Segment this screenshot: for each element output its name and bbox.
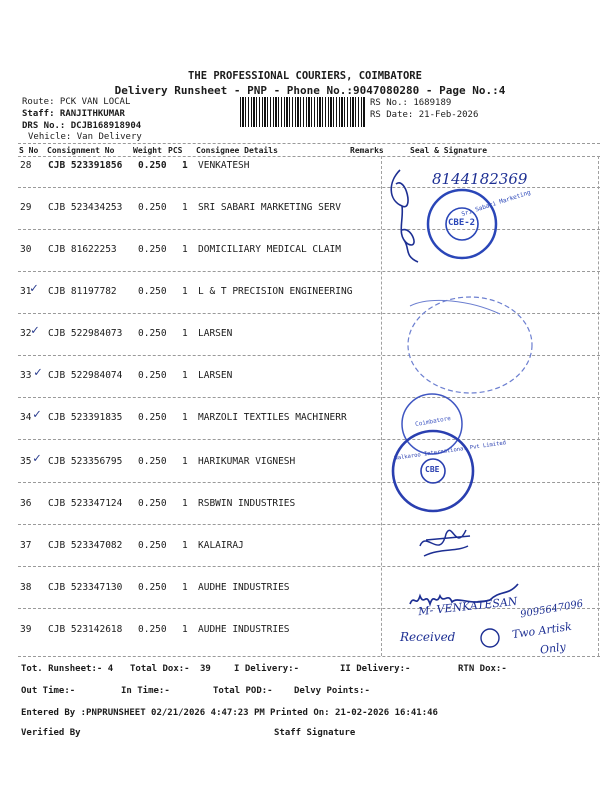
handwritten-received: Received <box>400 630 456 644</box>
row-36-sno: 36 <box>20 498 32 509</box>
row-36-consignee: RSBWIN INDUSTRIES <box>198 498 296 509</box>
total-pod: Total POD:- <box>213 686 273 696</box>
row-38-consignment: CJB 523347130 <box>48 582 123 593</box>
rs-number: RS No.: 1689189 <box>370 98 452 108</box>
row-31-consignee: L & T PRECISION ENGINEERING <box>198 286 353 297</box>
row-28-consignee: VENKATESH <box>198 160 250 171</box>
handwritten-note: Two Artisk <box>511 619 573 642</box>
row-30-consignee: DOMICILIARY MEDICAL CLAIM <box>198 244 341 255</box>
col-weight: Weight <box>133 146 162 155</box>
row-34-weight: 0.250 <box>138 412 167 423</box>
row-39-weight: 0.250 <box>138 624 167 635</box>
out-time: Out Time:- <box>21 686 76 696</box>
row-38-sno: 38 <box>20 582 32 593</box>
col-consignee: Consignee Details <box>196 146 278 155</box>
row-29-consignee: SRI SABARI MARKETING SERV <box>198 202 341 213</box>
row-31-sno: 31 <box>20 286 32 297</box>
check-mark-icon: ✓ <box>33 407 41 422</box>
i-delivery: I Delivery:- <box>234 664 300 674</box>
row-34-pcs: 1 <box>182 412 188 423</box>
row-39-pcs: 1 <box>182 624 188 635</box>
row-39-consignee: AUDHE INDUSTRIES <box>198 624 290 635</box>
row-32-weight: 0.250 <box>138 328 167 339</box>
row-35-pcs: 1 <box>182 456 188 467</box>
row-29-weight: 0.250 <box>138 202 167 213</box>
sabari-stamp-text: Sri Sabari Marketing <box>460 189 532 218</box>
row-37-weight: 0.250 <box>138 540 167 551</box>
row-33-consignee: LARSEN <box>198 370 233 381</box>
staff-signature: Staff Signature <box>274 728 356 738</box>
signature-scribble-row37 <box>420 530 470 556</box>
row-30-weight: 0.250 <box>138 244 167 255</box>
delvy-points: Delvy Points:- <box>294 686 370 696</box>
faint-stamp-arc <box>410 300 500 314</box>
check-mark-icon: ✓ <box>31 323 39 338</box>
row-35-weight: 0.250 <box>138 456 167 467</box>
row-37-consignee: KALAIRAJ <box>198 540 244 551</box>
row-28-consignment: CJB 523391856 <box>48 160 123 171</box>
ii-delivery: II Delivery:- <box>340 664 411 674</box>
row-29-pcs: 1 <box>182 202 188 213</box>
row-36-consignment: CJB 523347124 <box>48 498 123 509</box>
row-32-consignee: LARSEN <box>198 328 233 339</box>
handwritten-note-2: Only <box>539 640 567 657</box>
row-33-pcs: 1 <box>182 370 188 381</box>
runsheet-subtitle: Delivery Runsheet - PNP - Phone No.:9047080280 - Page No.:4 <box>114 84 506 97</box>
row-28-sno: 28 <box>20 160 32 171</box>
col-remarks: Remarks <box>350 146 384 155</box>
total-dox-label: Total Dox:- <box>130 664 190 674</box>
coimbatore-stamp-text: Coimbatore <box>414 414 452 429</box>
row-32-pcs: 1 <box>182 328 188 339</box>
total-dox-value: 39 <box>200 664 211 674</box>
row-29-consignment: CJB 523434253 <box>48 202 123 213</box>
row-39-consignment: CJB 523142618 <box>48 624 123 635</box>
company-title: THE PROFESSIONAL COURIERS, COIMBATORE <box>188 70 422 82</box>
check-mark-icon: ✓ <box>33 451 41 466</box>
row-32-consignment: CJB 522984073 <box>48 328 123 339</box>
row-35-consignment: CJB 523356795 <box>48 456 123 467</box>
col-seal-signature: Seal & Signature <box>410 146 488 155</box>
handwritten-phone-1: 8144182369 <box>432 170 528 188</box>
rs-date: RS Date: 21-Feb-2026 <box>370 110 479 120</box>
check-mark-icon: ✓ <box>34 365 42 380</box>
row-31-pcs: 1 <box>182 286 188 297</box>
rtn-dox: RTN Dox:- <box>458 664 507 674</box>
row-28-pcs: 1 <box>182 160 188 171</box>
route: Route: PCK VAN LOCAL <box>22 97 131 107</box>
tot-runsheet: Tot. Runsheet:- 4 <box>21 664 114 674</box>
col-sno: S No <box>19 146 39 155</box>
drs-number: DRS No.: DCJB168918904 <box>22 121 142 131</box>
row-38-pcs: 1 <box>182 582 188 593</box>
row-33-weight: 0.250 <box>138 370 167 381</box>
check-mark-icon: ✓ <box>30 281 38 296</box>
row-28-weight: 0.250 <box>138 160 167 171</box>
row-38-weight: 0.250 <box>138 582 167 593</box>
row-30-pcs: 1 <box>182 244 188 255</box>
col-pcs: PCS <box>168 146 183 155</box>
row-35-sno: 35 <box>20 456 32 467</box>
row-34-consignee: MARZOLI TEXTILES MACHINERR <box>198 412 347 423</box>
row-29-sno: 29 <box>20 202 32 213</box>
row-36-pcs: 1 <box>182 498 188 509</box>
row-37-pcs: 1 <box>182 540 188 551</box>
row-33-sno: 33 <box>20 370 32 381</box>
row-31-consignment: CJB 81197782 <box>48 286 117 297</box>
signature-circle-mark <box>481 629 499 647</box>
row-32-sno: 32 <box>20 328 32 339</box>
in-time: In Time:- <box>121 686 170 696</box>
walkaroo-stamp-city: CBE <box>425 465 440 474</box>
vehicle: Vehicle: Van Delivery <box>28 132 142 142</box>
sabari-stamp-city: CBE-2 <box>448 218 476 228</box>
row-35-consignee: HARIKUMAR VIGNESH <box>198 456 296 467</box>
handwritten-phone-2: 9095647096 <box>519 598 585 621</box>
staff: Staff: RANJITHKUMAR <box>22 109 125 119</box>
row-30-consignment: CJB 81622253 <box>48 244 117 255</box>
entered-by: Entered By :PNPRUNSHEET 02/21/2026 4:47:23 PM <box>21 708 265 718</box>
row-38-consignee: AUDHE INDUSTRIES <box>198 582 290 593</box>
signature-scribble-top <box>391 170 418 262</box>
row-37-consignment: CJB 523347082 <box>48 540 123 551</box>
verified-by: Verified By <box>21 728 81 738</box>
row-39-sno: 39 <box>20 624 32 635</box>
row-34-sno: 34 <box>20 412 32 423</box>
printed-on: Printed On: 21-02-2026 16:41:46 <box>270 708 438 718</box>
walkaroo-stamp-text: Walkaroo International Pvt Limited <box>394 440 507 462</box>
row-30-sno: 30 <box>20 244 32 255</box>
row-37-sno: 37 <box>20 540 32 551</box>
row-33-consignment: CJB 522984074 <box>48 370 123 381</box>
handwritten-name: M- VENKATESAN <box>417 594 519 619</box>
faint-oval-stamp <box>408 297 532 393</box>
row-31-weight: 0.250 <box>138 286 167 297</box>
row-34-consignment: CJB 523391835 <box>48 412 123 423</box>
col-consignment: Consignment No <box>47 146 115 155</box>
row-36-weight: 0.250 <box>138 498 167 509</box>
